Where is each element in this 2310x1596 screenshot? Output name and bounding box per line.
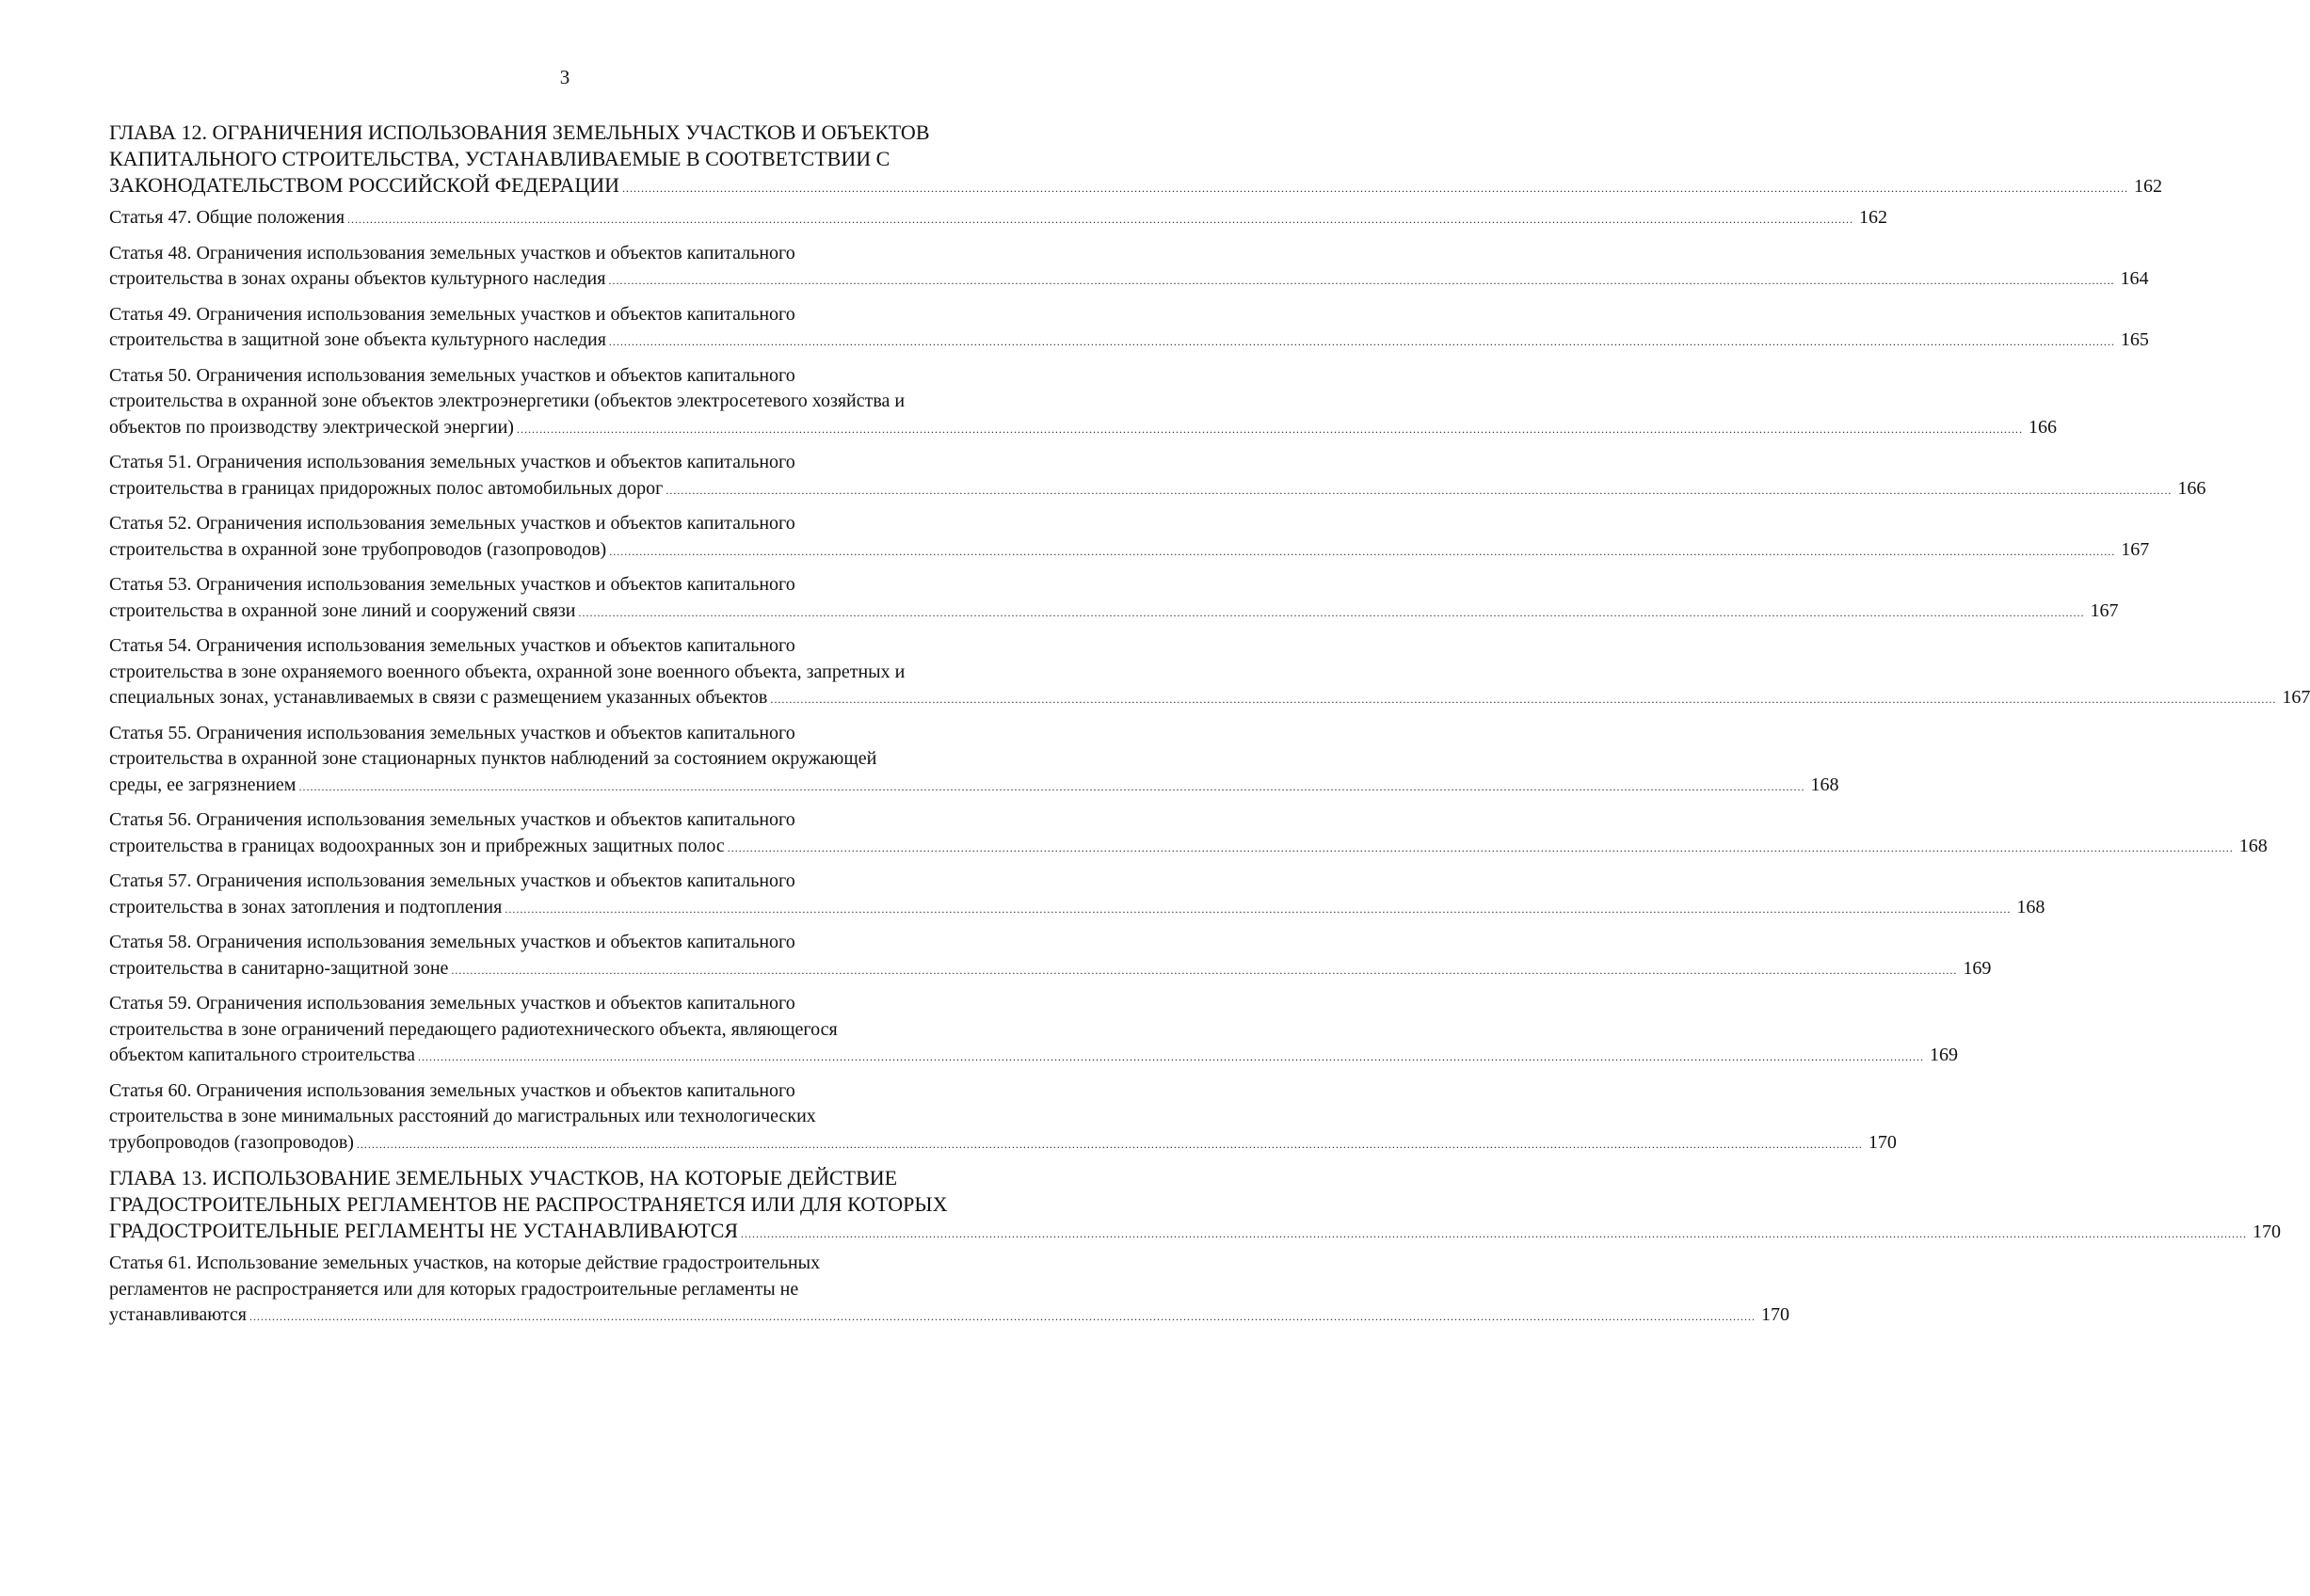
dot-leader: ................................................................................................................................................................................................................................................................................................................................................................................................................ xyxy=(741,1227,2248,1240)
toc-entry-line: Статья 53. Ограничения использования земельных участков и объектов капитального xyxy=(109,574,795,595)
toc-article-entry[interactable] xyxy=(109,1251,1789,1331)
toc-entry-last-line xyxy=(109,834,2268,862)
toc-entry-line: строительства в границах водоохранных зон и прибрежных защитных полос xyxy=(109,835,725,856)
toc-entry-line: специальных зонах, устанавливаемых в связи с размещением указанных объектов xyxy=(109,687,768,708)
toc-article-entry[interactable] xyxy=(109,721,1839,801)
toc-entry-line: объектом капитального строительства xyxy=(109,1045,416,1065)
toc-entry-line: строительства в охранной зоне стационарных пунктов наблюдений за состоянием окружающей xyxy=(109,748,877,769)
toc-entry-last-line xyxy=(109,327,2149,356)
toc-article-entry[interactable] xyxy=(109,450,2206,503)
toc-entry-line: КАПИТАЛЬНОГО СТРОИТЕЛЬСТВА, УСТАНАВЛИВАЕМЫЕ В СООТВЕТСТВИИ С xyxy=(109,147,890,170)
toc-entry-line: строительства в охранной зоне трубопроводов (газопроводов) xyxy=(109,538,607,560)
toc-page-number[interactable]: 165 xyxy=(2120,329,2149,350)
dot-leader: ................................................................................................................................................................................................................................................................................................................................................................................................................ xyxy=(347,213,1854,226)
toc-article-entry[interactable] xyxy=(109,991,1959,1071)
toc-page-number[interactable]: 170 xyxy=(1760,1304,1789,1325)
toc-page-number[interactable]: 168 xyxy=(2016,896,2045,918)
dot-leader: ................................................................................................................................................................................................................................................................................................................................................................................................................ xyxy=(298,779,1805,793)
toc-article-entry[interactable] xyxy=(109,205,1888,233)
toc-chapter-entry[interactable] xyxy=(109,1165,2282,1247)
toc-entry-last-line xyxy=(109,685,2310,713)
toc-entry-line: Статья 50. Ограничения использования земельных участков и объектов капитального xyxy=(109,364,795,386)
toc-entry-line: регламентов не распространяется или для которых градостроительные регламенты не xyxy=(109,1278,799,1300)
toc-page-number[interactable]: 162 xyxy=(2134,176,2162,197)
toc-page-number[interactable]: 169 xyxy=(1963,957,1992,979)
dot-leader: ................................................................................................................................................................................................................................................................................................................................................................................................................ xyxy=(622,182,2128,195)
toc-entry-line: Статья 58. Ограничения использования земельных участков и объектов капитального xyxy=(109,932,795,952)
toc-page-number[interactable]: 168 xyxy=(2238,835,2268,856)
toc-chapter-entry[interactable] xyxy=(109,120,2162,201)
toc-article-entry[interactable] xyxy=(109,363,2057,443)
dot-leader: ................................................................................................................................................................................................................................................................................................................................................................................................................ xyxy=(578,605,2085,619)
toc-article-entry[interactable] xyxy=(109,633,2310,713)
toc-entry-line: строительства в границах придорожных полос автомобильных дорог xyxy=(109,477,664,499)
toc-entry-last-line xyxy=(109,1302,1789,1331)
page-number: 3 xyxy=(559,66,570,88)
toc-entry-last-line xyxy=(109,773,1839,801)
toc-entry-line: Статья 52. Ограничения использования земельных участков и объектов капитального xyxy=(109,513,795,534)
dot-leader: ................................................................................................................................................................................................................................................................................................................................................................................................................ xyxy=(608,335,2115,348)
dot-leader: ................................................................................................................................................................................................................................................................................................................................................................................................................ xyxy=(516,422,2023,436)
toc-page-number[interactable]: 167 xyxy=(2282,687,2310,708)
toc-entry-line: объектов по производству электрической энергии) xyxy=(109,416,514,438)
toc-page-number[interactable]: 168 xyxy=(1810,774,1839,795)
toc-entry-line: строительства в защитной зоне объекта культурного наследия xyxy=(109,329,606,350)
dot-leader: ................................................................................................................................................................................................................................................................................................................................................................................................................ xyxy=(249,1310,1756,1323)
toc-entry-last-line xyxy=(109,1130,1897,1158)
toc-page-number[interactable]: 166 xyxy=(2177,477,2206,499)
toc-entry-line: Статья 56. Ограничения использования земельных участков и объектов капитального xyxy=(109,809,795,830)
toc-entry-last-line xyxy=(109,205,1888,233)
toc-entry-line: Статья 54. Ограничения использования земельных участков и объектов капитального xyxy=(109,635,795,656)
toc-entry-line: Статья 59. Ограничения использования земельных участков и объектов капитального xyxy=(109,993,795,1013)
toc-page-number[interactable]: 170 xyxy=(1868,1131,1897,1153)
toc-article-entry[interactable] xyxy=(109,869,2045,922)
toc-article-entry[interactable] xyxy=(109,807,2268,861)
toc-entry-line: строительства в охранной зоне объектов электроэнергетики (объектов электросетевого хозяйства и xyxy=(109,391,906,411)
toc-page-number[interactable]: 169 xyxy=(1930,1045,1959,1065)
toc-entry-last-line xyxy=(109,266,2149,295)
toc-entry-line: устанавливаются xyxy=(109,1304,247,1325)
toc-page-number[interactable]: 167 xyxy=(2121,538,2150,560)
toc-entry-line: среды, ее загрязнением xyxy=(109,774,297,795)
toc-entry-last-line xyxy=(109,895,2045,923)
toc-entry-line: строительства в зоне минимальных расстояний до магистральных или технологических xyxy=(109,1106,816,1126)
dot-leader: ................................................................................................................................................................................................................................................................................................................................................................................................................ xyxy=(451,963,1958,977)
toc-entry-line: Статья 51. Ограничения использования земельных участков и объектов капитального xyxy=(109,452,795,472)
toc-entry-line: строительства в зонах охраны объектов культурного наследия xyxy=(109,268,606,289)
toc-entry-last-line xyxy=(109,476,2206,504)
toc-entry-line: ГЛАВА 12. ОГРАНИЧЕНИЯ ИСПОЛЬЗОВАНИЯ ЗЕМЕЛЬНЫХ УЧАСТКОВ И ОБЪЕКТОВ xyxy=(109,120,930,144)
dot-leader: ................................................................................................................................................................................................................................................................................................................................................................................................................ xyxy=(609,544,2116,558)
toc-entry-line: строительства в санитарно-защитной зоне xyxy=(109,957,449,979)
toc-page-number[interactable]: 166 xyxy=(2028,416,2057,438)
dot-leader: ................................................................................................................................................................................................................................................................................................................................................................................................................ xyxy=(770,693,2277,706)
toc-article-entry[interactable] xyxy=(109,302,2149,356)
toc-entry-line: Статья 48. Ограничения использования земельных участков и объектов капитального xyxy=(109,242,795,263)
toc-entry-line: ГРАДОСТРОИТЕЛЬНЫЕ РЕГЛАМЕНТЫ НЕ УСТАНАВЛИВАЮТСЯ xyxy=(109,1219,739,1242)
toc-article-entry[interactable] xyxy=(109,930,1992,983)
toc-page-number[interactable]: 164 xyxy=(2120,268,2149,289)
dot-leader: ................................................................................................................................................................................................................................................................................................................................................................................................................ xyxy=(505,902,2012,916)
toc-entry-last-line xyxy=(109,415,2057,443)
toc-entry-last-line xyxy=(109,956,1992,984)
toc-entry-line: ГРАДОСТРОИТЕЛЬНЫХ РЕГЛАМЕНТОВ НЕ РАСПРОСТРАНЯЕТСЯ ИЛИ ДЛЯ КОТОРЫХ xyxy=(109,1192,948,1216)
toc-entry-line: Статья 61. Использование земельных участков, на которые действие градостроительных xyxy=(109,1253,821,1273)
dot-leader: ................................................................................................................................................................................................................................................................................................................................................................................................................ xyxy=(727,840,2234,854)
toc-entry-last-line xyxy=(109,172,2162,201)
toc-entry-line: трубопроводов (газопроводов) xyxy=(109,1131,354,1153)
dot-leader: ................................................................................................................................................................................................................................................................................................................................................................................................................ xyxy=(356,1137,1863,1151)
toc-entry-last-line xyxy=(109,1218,2282,1247)
toc-page-number[interactable]: 170 xyxy=(2253,1221,2282,1242)
toc-entry-line: Статья 47. Общие положения xyxy=(109,207,345,228)
toc-entry-line: Статья 55. Ограничения использования земельных участков и объектов капитального xyxy=(109,722,795,743)
toc-entry-line: ЗАКОНОДАТЕЛЬСТВОМ РОССИЙСКОЙ ФЕДЕРАЦИИ xyxy=(109,173,619,197)
toc-entry-line: строительства в зонах затопления и подтопления xyxy=(109,896,503,918)
toc-entry-line: ГЛАВА 13. ИСПОЛЬЗОВАНИЕ ЗЕМЕЛЬНЫХ УЧАСТКОВ, НА КОТОРЫЕ ДЕЙСТВИЕ xyxy=(109,1166,898,1189)
dot-leader: ................................................................................................................................................................................................................................................................................................................................................................................................................ xyxy=(666,483,2173,497)
dot-leader: ................................................................................................................................................................................................................................................................................................................................................................................................................ xyxy=(418,1050,1925,1063)
toc-article-entry[interactable] xyxy=(109,511,2150,565)
dot-leader: ................................................................................................................................................................................................................................................................................................................................................................................................................ xyxy=(608,274,2115,287)
toc-entry-line: строительства в зоне охраняемого военного объекта, охранной зоне военного объекта, запретных и xyxy=(109,661,906,682)
toc-entry-line: Статья 49. Ограничения использования земельных участков и объектов капитального xyxy=(109,303,795,325)
toc-article-entry[interactable] xyxy=(109,572,2119,626)
toc-article-entry[interactable] xyxy=(109,241,2149,295)
toc-entry-line: строительства в охранной зоне линий и сооружений связи xyxy=(109,599,576,621)
toc-page-number[interactable]: 167 xyxy=(2090,599,2119,621)
toc-entry-last-line xyxy=(109,537,2150,566)
toc-entry-last-line xyxy=(109,1043,1959,1071)
toc-entry-line: Статья 60. Ограничения использования земельных участков и объектов капитального xyxy=(109,1079,795,1101)
table-of-contents xyxy=(109,120,2310,1338)
toc-entry-line: строительства в зоне ограничений передающего радиотехнического объекта, являющегося xyxy=(109,1018,838,1040)
toc-entry-line: Статья 57. Ограничения использования земельных участков и объектов капитального xyxy=(109,870,795,891)
toc-page-number[interactable]: 162 xyxy=(1859,207,1888,228)
toc-entry-last-line xyxy=(109,598,2119,627)
toc-article-entry[interactable] xyxy=(109,1078,1897,1158)
